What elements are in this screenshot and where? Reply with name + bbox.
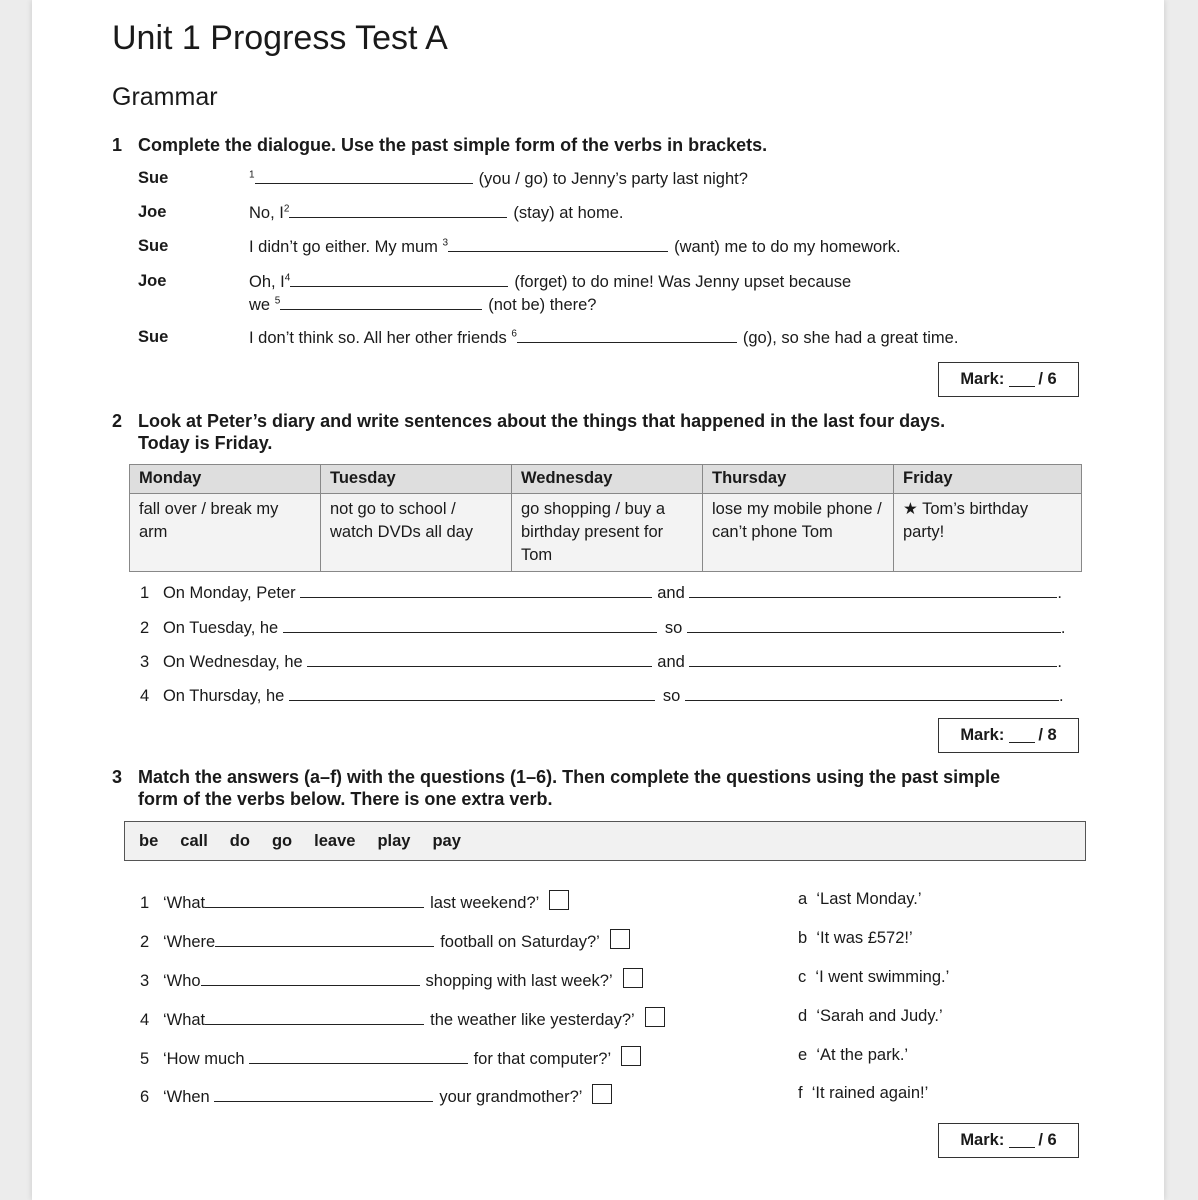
ex1-line-text: No, I: [249, 204, 284, 222]
sentence-start: On Wednesday, he: [162, 653, 303, 671]
ex1-line-text: Oh, I: [249, 273, 285, 291]
mark-label: Mark:: [960, 370, 1005, 388]
ex1-speaker: Sue: [138, 169, 169, 187]
diary-cell: go shopping / buy a birthday present for Tom: [512, 494, 703, 572]
match-checkbox[interactable]: [621, 1046, 641, 1066]
answer-letter: c: [798, 968, 807, 986]
item-number: 4: [140, 1011, 150, 1029]
verb-item: go: [271, 831, 293, 850]
sentence-end: .: [1057, 653, 1062, 671]
ex1-line-text: (you / go) to Jenny’s party last night?: [478, 170, 748, 188]
item-number: 2: [140, 933, 150, 951]
sentence-end: .: [1057, 584, 1062, 602]
ex1-speaker: Sue: [138, 328, 169, 346]
verb-item: pay: [432, 831, 461, 850]
answer-blank[interactable]: [290, 272, 508, 287]
ex1-line-6: [249, 328, 958, 348]
section-heading: Grammar: [112, 83, 218, 111]
diary-cell: lose my mobile phone / can’t phone Tom: [703, 494, 894, 572]
ex1-line-text: (forget) to do mine! Was Jenny upset because: [514, 273, 852, 291]
question-end: shopping with last week?’: [425, 972, 613, 990]
answer-letter: e: [798, 1046, 808, 1064]
answer-blank[interactable]: [687, 618, 1061, 633]
diary-header: Friday: [894, 465, 1082, 494]
match-checkbox[interactable]: [645, 1007, 665, 1027]
question-end: your grandmother?’: [439, 1088, 583, 1106]
ex3-answer-c: [798, 968, 949, 987]
ex1-speaker: Joe: [138, 203, 167, 221]
answer-blank[interactable]: [214, 1087, 433, 1102]
sentence-start: On Tuesday, he: [162, 619, 279, 637]
ex2-instruction-2: Today is Friday.: [138, 433, 273, 453]
answer-text: ‘I went swimming.’: [815, 968, 950, 986]
sentence-end: .: [1058, 687, 1064, 705]
sentence-start: On Monday, Peter: [162, 584, 296, 602]
diary-header-row: [130, 465, 1082, 494]
ex1-line-text: (not be) there?: [488, 296, 597, 314]
sentence-conj: and: [657, 584, 685, 602]
question-end: the weather like yesterday?’: [430, 1011, 635, 1029]
match-checkbox[interactable]: [610, 929, 630, 949]
answer-letter: f: [798, 1084, 803, 1102]
question-end: football on Saturday?’: [440, 933, 600, 951]
ex1-mark-box: [938, 362, 1079, 397]
ex1-line-3: [249, 237, 901, 257]
match-checkbox[interactable]: [623, 968, 643, 988]
answer-letter: b: [798, 929, 808, 947]
answer-blank[interactable]: [517, 328, 737, 343]
question-start: ‘When: [162, 1088, 210, 1106]
question-start: ‘How much: [162, 1050, 245, 1068]
ex3-answer-b: [798, 929, 913, 948]
answer-text: ‘It was £572!’: [816, 929, 913, 947]
diary-cell: fall over / break my arm: [130, 494, 321, 572]
answer-blank[interactable]: [307, 652, 652, 667]
item-number: 4: [140, 687, 150, 705]
verb-box: [124, 821, 1086, 861]
match-checkbox[interactable]: [592, 1084, 612, 1104]
answer-blank[interactable]: [448, 237, 668, 252]
ex1-line-text: I don’t think so. All her other friends: [249, 329, 507, 347]
verb-item: be: [139, 831, 159, 850]
worksheet-page: [32, 0, 1164, 1200]
ex1-speaker: Sue: [138, 237, 169, 255]
question-end: last weekend?’: [430, 894, 540, 912]
verb-item: do: [229, 831, 250, 850]
sentence-end: .: [1060, 619, 1066, 637]
ex1-line-4: [249, 272, 851, 292]
answer-blank[interactable]: [289, 203, 507, 218]
match-checkbox[interactable]: [549, 890, 569, 910]
ex3-answer-f: [798, 1084, 928, 1103]
mark-blank[interactable]: [1009, 372, 1035, 387]
question-start: ‘Who: [162, 972, 201, 990]
mark-label: Mark:: [960, 1131, 1005, 1149]
ex3-question-3: [140, 968, 643, 991]
sentence-start: On Thursday, he: [162, 687, 285, 705]
ex1-number: 1: [112, 135, 123, 155]
ex3-question-5: [140, 1046, 641, 1069]
diary-cell: ★ Tom’s birthday party!: [894, 494, 1082, 572]
gap-number: 6: [511, 328, 517, 340]
item-number: 1: [140, 894, 150, 912]
answer-blank[interactable]: [280, 295, 482, 310]
ex1-line-1: [249, 161, 748, 189]
ex3-instruction: Match the answers (a–f) with the questions (1–6). Then complete the questions using the past simple: [138, 767, 1001, 787]
item-number: 5: [140, 1050, 150, 1068]
answer-blank[interactable]: [689, 583, 1057, 598]
answer-text: ‘At the park.’: [816, 1046, 909, 1064]
ex3-question-2: [140, 929, 630, 952]
mark-total: / 6: [1038, 1131, 1057, 1149]
ex3-answer-e: [798, 1046, 908, 1065]
sentence-conj: so: [662, 687, 681, 705]
ex2-sentence-2: [140, 618, 1065, 638]
ex1-line-text: (go), so she had a great time.: [742, 329, 959, 347]
mark-total: / 8: [1038, 726, 1057, 744]
item-number: 2: [140, 619, 150, 637]
ex3-answer-d: [798, 1007, 943, 1026]
ex3-question-4: [140, 1007, 665, 1030]
gap-number: 4: [284, 272, 291, 284]
answer-letter: d: [798, 1007, 808, 1025]
ex3-mark-box: [938, 1123, 1079, 1158]
mark-blank[interactable]: [1009, 1133, 1035, 1148]
answer-letter: a: [798, 890, 808, 908]
ex3-answer-a: [798, 890, 922, 909]
ex3-number: 3: [112, 767, 123, 787]
answer-text: ‘Sarah and Judy.’: [816, 1007, 943, 1025]
question-start: ‘What: [162, 894, 206, 912]
item-number: 6: [140, 1088, 150, 1106]
gap-number: 1: [249, 169, 255, 181]
ex2-instruction: Look at Peter’s diary and write sentences about the things that happened in the last four days.: [138, 411, 946, 431]
answer-blank[interactable]: [249, 1049, 468, 1064]
verb-item: play: [377, 831, 411, 850]
diary-cell: not go to school / watch DVDs all day: [321, 494, 512, 572]
mark-blank[interactable]: [1009, 728, 1035, 743]
ex2-mark-box: [938, 718, 1079, 753]
question-end: for that computer?’: [473, 1050, 612, 1068]
answer-blank[interactable]: [689, 652, 1057, 667]
ex1-line-text: (stay) at home.: [513, 204, 624, 222]
answer-blank[interactable]: [255, 169, 473, 184]
answer-blank[interactable]: [201, 971, 420, 986]
verb-item: leave: [314, 831, 356, 850]
gap-number: 5: [274, 295, 281, 307]
item-number: 3: [140, 653, 150, 671]
ex2-sentence-1: [140, 583, 1062, 603]
ex2-sentence-4: [140, 686, 1064, 706]
ex2-number: 2: [112, 411, 123, 431]
sentence-conj: and: [657, 653, 685, 671]
question-start: ‘What: [162, 1011, 206, 1029]
item-number: 1: [140, 584, 150, 602]
mark-total: / 6: [1038, 370, 1057, 388]
item-number: 3: [140, 972, 150, 990]
mark-label: Mark:: [960, 726, 1005, 744]
ex3-question-1: [140, 890, 569, 913]
answer-blank[interactable]: [205, 893, 424, 908]
diary-header: Wednesday: [512, 465, 703, 494]
ex1-speaker: Joe: [138, 272, 167, 290]
ex1-line-text: (want) me to do my homework.: [674, 238, 901, 256]
ex3-instruction-2: form of the verbs below. There is one extra verb.: [138, 789, 553, 809]
ex1-line-2: [249, 203, 623, 223]
ex2-sentence-3: [140, 652, 1062, 672]
diary-header: Monday: [130, 465, 321, 494]
answer-blank[interactable]: [289, 686, 655, 701]
answer-blank[interactable]: [685, 686, 1059, 701]
diary-header: Thursday: [703, 465, 894, 494]
answer-text: ‘It rained again!’: [811, 1084, 929, 1102]
diary-table: [129, 464, 1082, 572]
ex3-question-6: [140, 1084, 612, 1107]
answer-blank[interactable]: [300, 583, 652, 598]
ex1-instruction: Complete the dialogue. Use the past simple form of the verbs in brackets.: [138, 135, 768, 155]
answer-text: ‘Last Monday.’: [816, 890, 922, 908]
gap-number: 2: [283, 203, 290, 215]
diary-header: Tuesday: [321, 465, 512, 494]
answer-blank[interactable]: [205, 1010, 424, 1025]
verb-item: call: [180, 831, 208, 850]
diary-content-row: [130, 494, 1082, 572]
page-title: Unit 1 Progress Test A: [112, 19, 448, 57]
question-start: ‘Where: [162, 933, 216, 951]
ex1-line-text: we: [249, 296, 271, 314]
answer-blank[interactable]: [215, 932, 434, 947]
ex1-line-5: [249, 295, 596, 315]
sentence-conj: so: [664, 619, 683, 637]
ex1-line-text: I didn’t go either. My mum: [249, 238, 438, 256]
gap-number: 3: [442, 237, 449, 249]
answer-blank[interactable]: [283, 618, 657, 633]
